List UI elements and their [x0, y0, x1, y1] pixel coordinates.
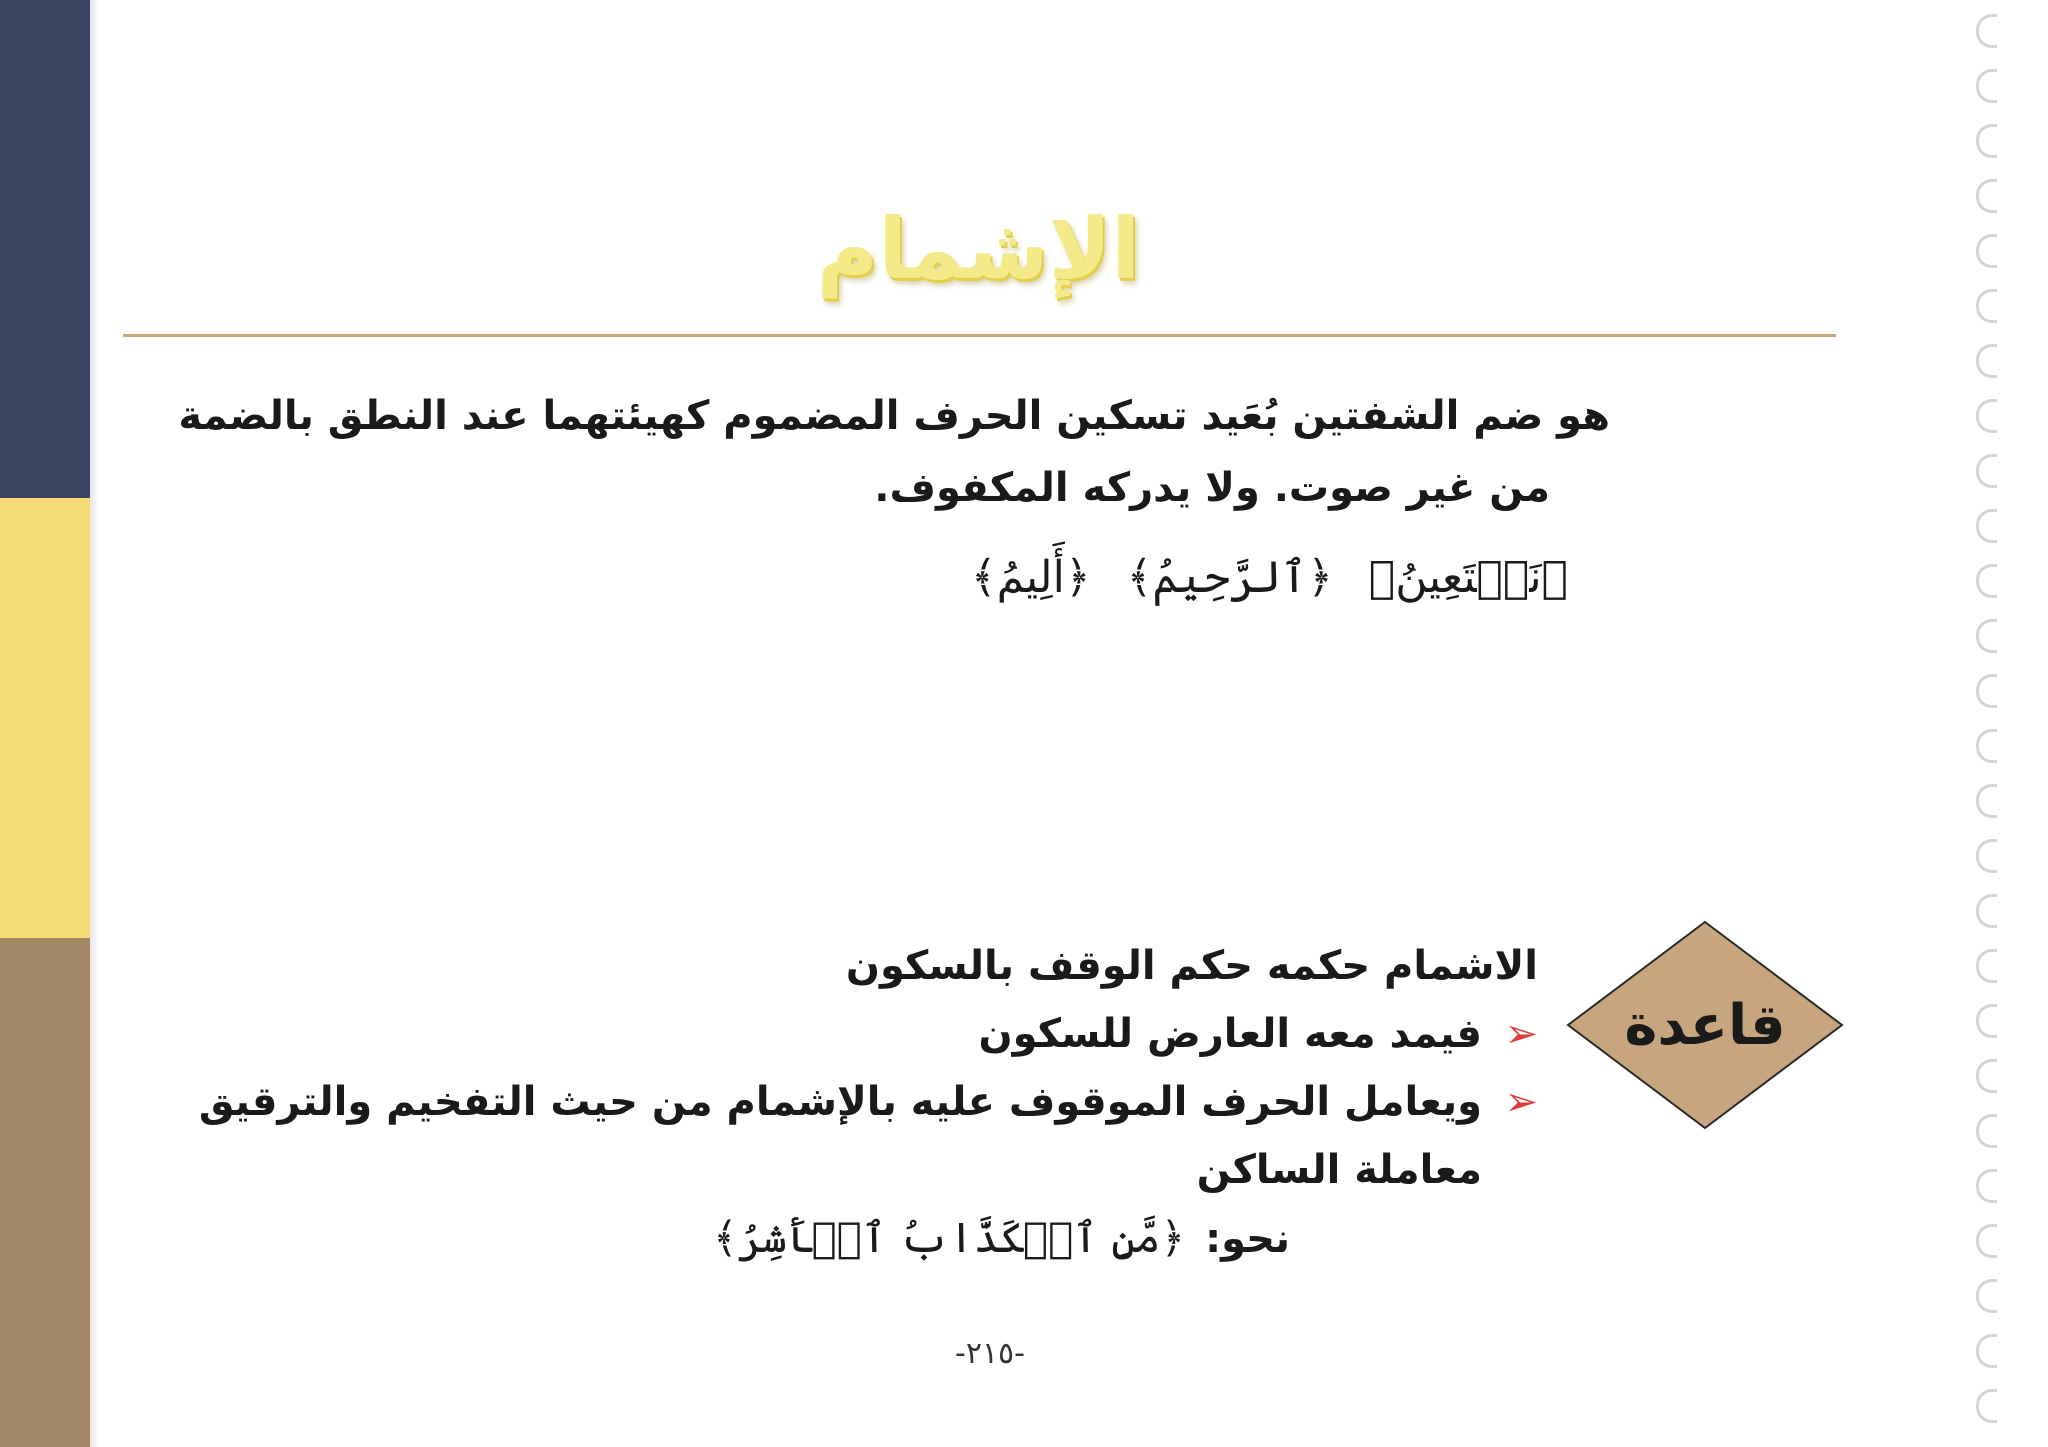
binding-ring: [1976, 564, 1997, 598]
binding-ring: [1976, 1169, 1997, 1203]
binding-ring: [1976, 179, 1997, 213]
rule-bullet-2: [198, 1068, 1538, 1136]
page-number: -٢١٥-: [955, 1336, 1025, 1371]
rule-label: قاعدة: [1624, 992, 1786, 1058]
binding-ring: [1976, 619, 1997, 653]
binding-ring: [1976, 454, 1997, 488]
binding-ring: [1976, 344, 1997, 378]
binding-ring: [1976, 784, 1997, 818]
binding-ring: [1976, 894, 1997, 928]
arrow-bullet-icon: ➢: [1504, 1011, 1538, 1057]
quran-examples: [848, 552, 1568, 603]
binding-ring: [1976, 949, 1997, 983]
binding-ring: [1976, 839, 1997, 873]
binding-ring: [1976, 1334, 1997, 1368]
side-band-brown: [0, 938, 90, 1447]
quran-example: ﴿أَلِيمُ﴾: [970, 552, 1091, 603]
binding-ring: [1976, 14, 1997, 48]
definition-text: [180, 380, 1610, 524]
binding-ring: [1976, 124, 1997, 158]
binding-ring: [1976, 1224, 1997, 1258]
definition-line-2: من غير صوت. ولا يدركه المكفوف.: [874, 465, 1550, 511]
quran-example: ﴿ٱلرَّحِيمُ﴾: [1126, 552, 1333, 603]
binding-ring: [1976, 1279, 1997, 1313]
binding-ring: [1976, 1059, 1997, 1093]
binding-ring: [1976, 509, 1997, 543]
binding-ring: [1976, 234, 1997, 268]
side-band-yellow: [0, 498, 90, 938]
arrow-bullet-icon: ➢: [1504, 1079, 1538, 1125]
rule-label-diamond: [1566, 920, 1844, 1130]
binding-ring: [1976, 729, 1997, 763]
binding-ring: [1976, 1004, 1997, 1038]
rule-bullet-text: ويعامل الحرف الموقوف عليه بالإشمام من حيث التفخيم والترقيق: [198, 1079, 1482, 1125]
definition-line-1: هو ضم الشفتين بُعَيد تسكين الحرف المضموم كهيئتهما عند النطق بالضمة: [178, 393, 1610, 439]
rule-bullet-text: فيمد معه العارض للسكون: [978, 1011, 1482, 1057]
title-divider: [123, 334, 1836, 337]
binding-ring: [1976, 289, 1997, 323]
rule-heading: الاشمام حكمه حكم الوقف بالسكون: [845, 943, 1538, 989]
quran-example: ﴿نَسۡتَعِينُ﴾: [1368, 552, 1568, 603]
rule-example: [198, 1204, 1538, 1273]
side-band-navy: [0, 0, 90, 498]
rule-bullet-1: [198, 1000, 1538, 1068]
example-verse: ﴿مَّنِ ٱلۡكَذَّابُ ٱلۡأَشِرُ﴾: [713, 1213, 1186, 1262]
spiral-binding: [1968, 0, 2008, 1447]
example-label: نحو:: [1205, 1216, 1290, 1262]
page-edge-shadow: [90, 0, 100, 1447]
binding-ring: [1976, 399, 1997, 433]
binding-ring: [1976, 674, 1997, 708]
rule-section: [198, 932, 1538, 1273]
binding-ring: [1976, 1389, 1997, 1423]
page-title: الإشمام: [816, 200, 1140, 298]
rule-bullet-2-continued: معاملة الساكن: [1196, 1147, 1482, 1193]
binding-ring: [1976, 69, 1997, 103]
binding-ring: [1976, 1114, 1997, 1148]
